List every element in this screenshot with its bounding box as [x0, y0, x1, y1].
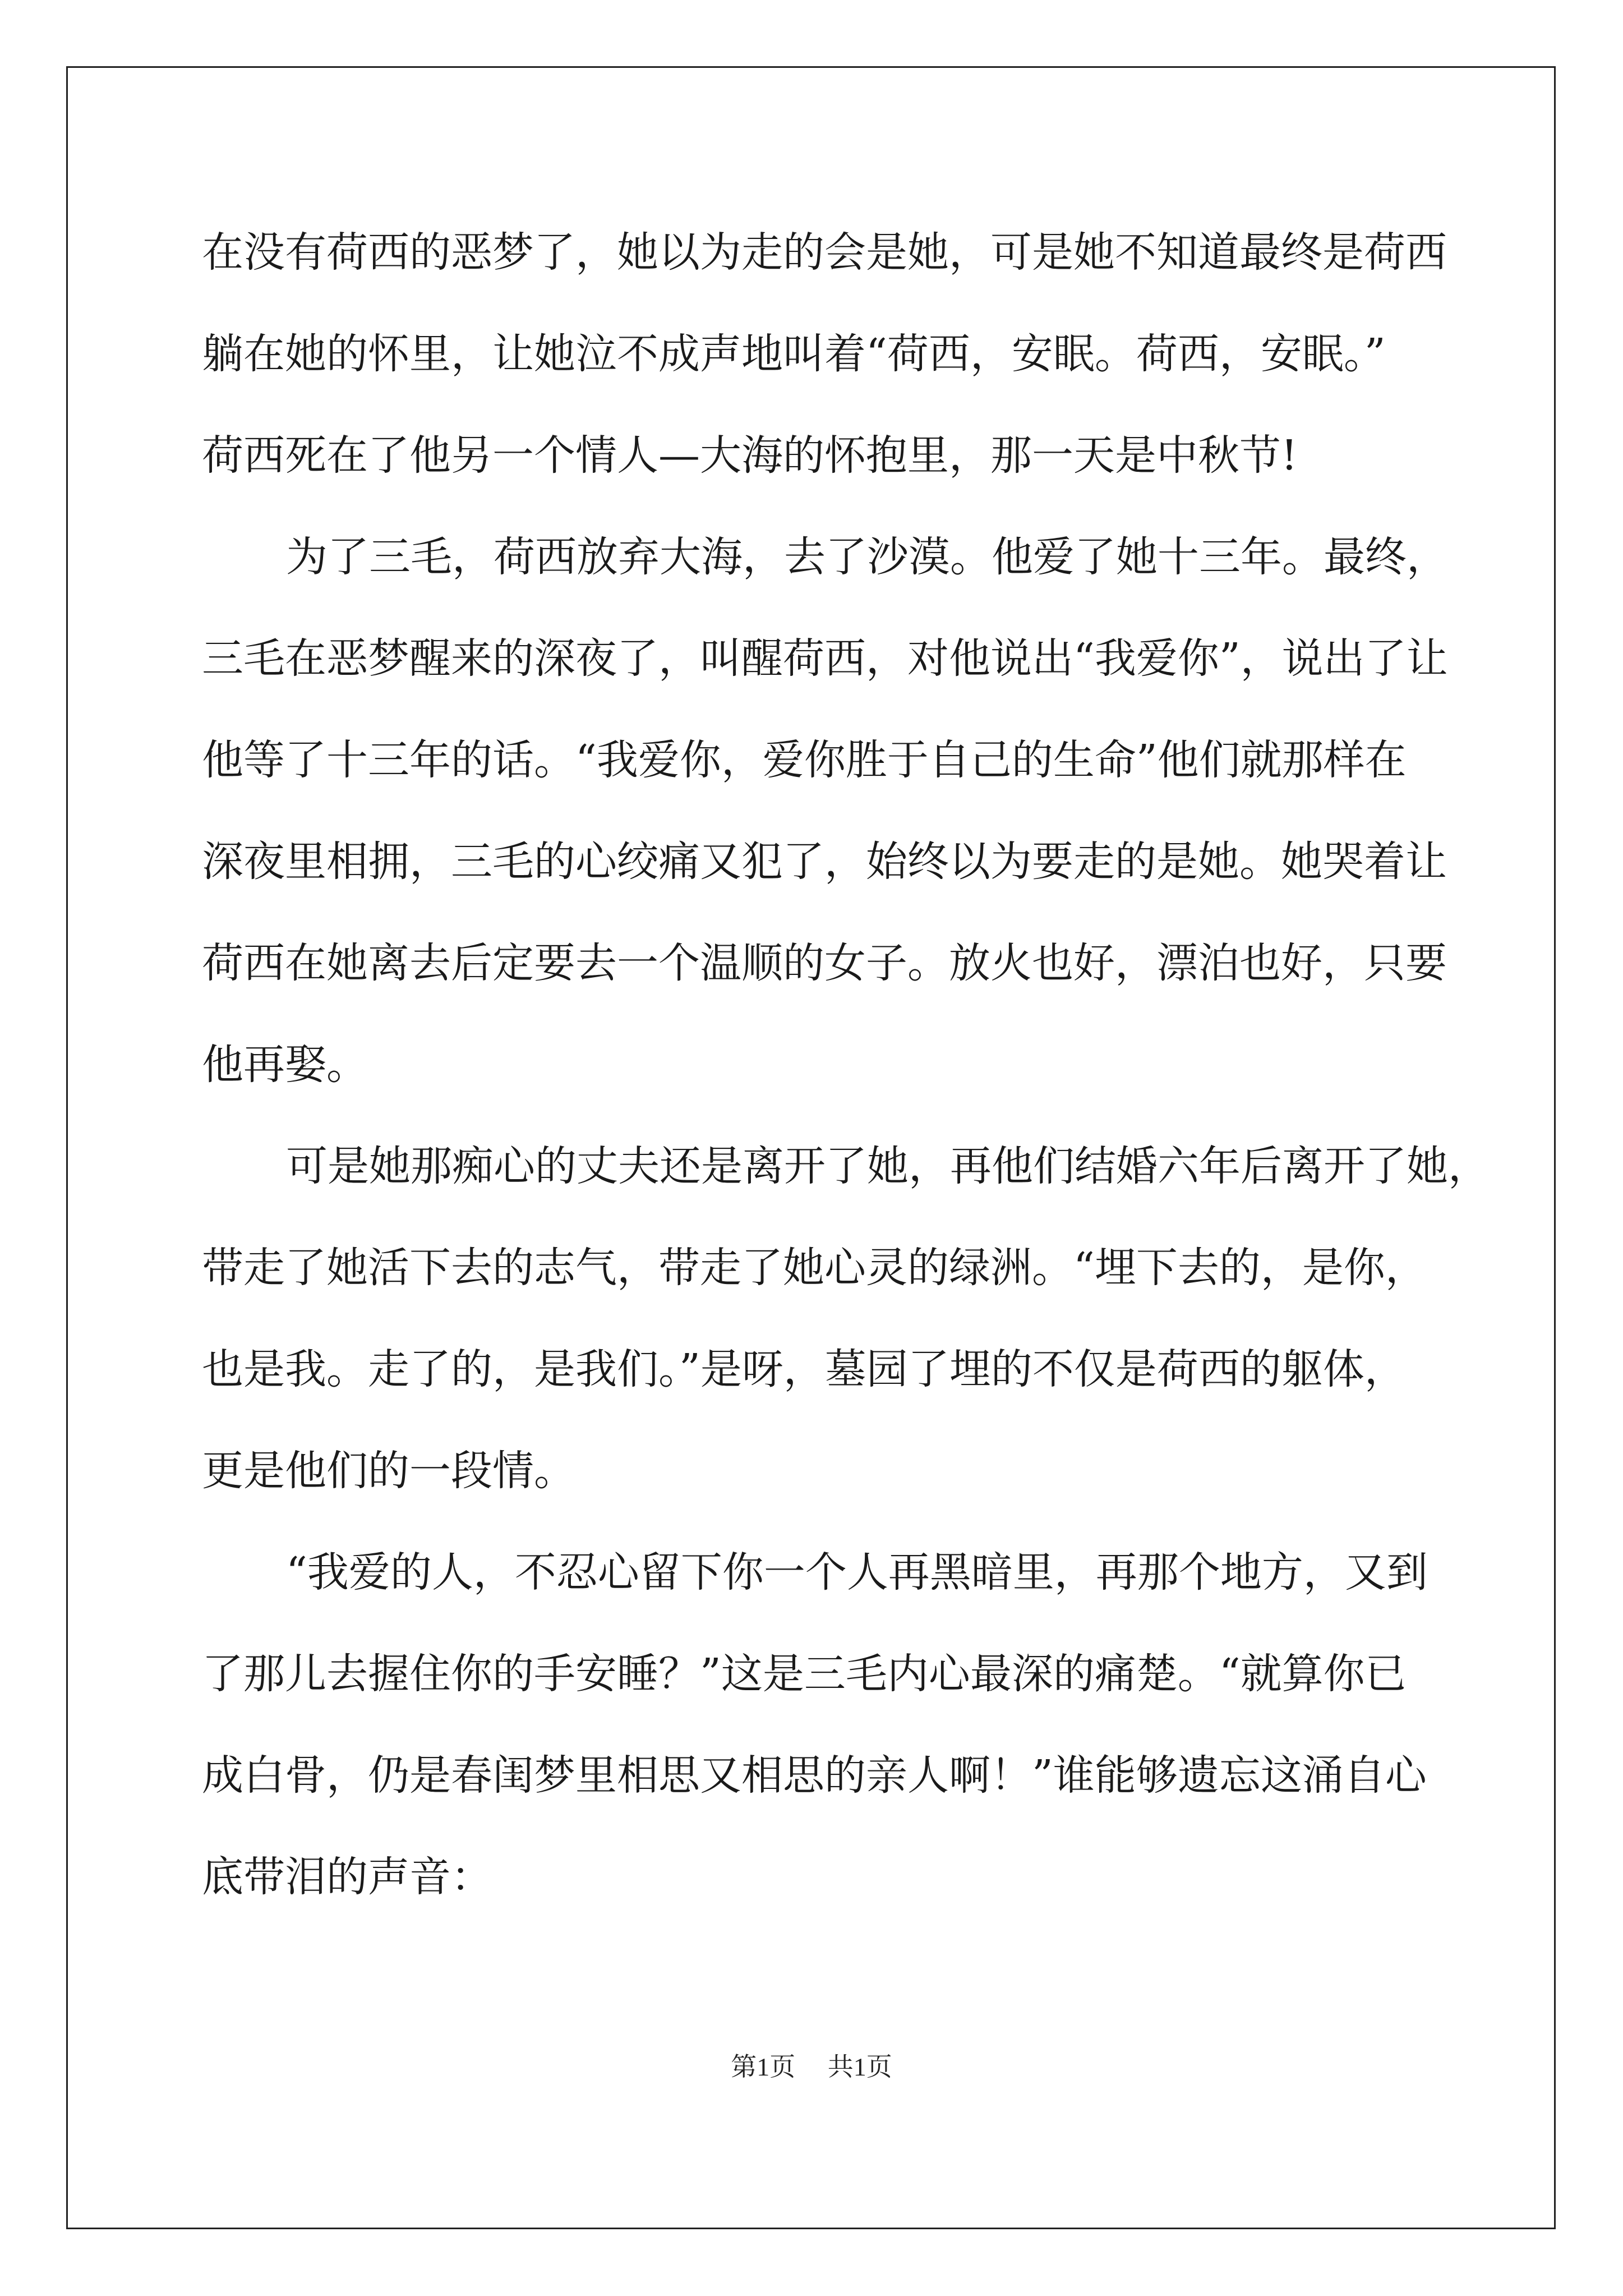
text-line: 三毛在恶梦醒来的深夜了，叫醒荷西，对他说出“我爱你”，说出了让: [202, 634, 1448, 683]
text-line: 可是她那痴心的丈夫还是离开了她，再他们结婚六年后离开了她，: [286, 1142, 1490, 1190]
text-line: 荷西在她离去后定要去一个温顺的女子。放火也好，漂泊也好，只要: [202, 939, 1447, 987]
text-line: 荷西死在了他另一个情人—大海的怀抱里，那一天是中秋节!: [202, 431, 1298, 480]
text-line: 了那儿去握住你的手安睡？”这是三毛内心最深的痛楚。“就算你已: [202, 1650, 1407, 1698]
page-total: 共1页: [827, 2053, 892, 2081]
text-line: 在没有荷西的恶梦了，她以为走的会是她，可是她不知道最终是荷西: [202, 228, 1447, 277]
page-footer: [0, 2046, 1623, 2083]
text-line: 也是我。走了的，是我们。”是呀，墓园了埋的不仅是荷西的躯体，: [202, 1345, 1406, 1393]
text-line: 深夜里相拥，三毛的心绞痛又犯了，始终以为要走的是她。她哭着让: [202, 838, 1447, 886]
text-line: 带走了她活下去的志气，带走了她心灵的绿洲。“埋下去的，是你，: [202, 1244, 1427, 1292]
text-line: 成白骨，仍是春闺梦里相思又相思的亲人啊！”谁能够遗忘这涌自心: [202, 1751, 1427, 1800]
text-line: 他再娶。: [202, 1041, 368, 1089]
text-line: 他等了十三年的话。“我爱你，爱你胜于自己的生命”他们就那样在: [202, 736, 1407, 784]
page-number: 第1页: [731, 2053, 796, 2081]
text-line: 底带泪的声音：: [202, 1853, 492, 1901]
text-line: 躺在她的怀里，让她泣不成声地叫着“荷西，安眠。荷西，安眠。”: [202, 330, 1386, 378]
document-body: [202, 202, 1490, 1928]
text-line: “我爱的人，不忍心留下你一个人再黑暗里，再那个地方，又到: [286, 1548, 1428, 1596]
text-line: 为了三毛，荷西放弃大海，去了沙漠。他爱了她十三年。最终，: [286, 533, 1448, 581]
text-line: 更是他们的一段情。: [202, 1447, 575, 1495]
